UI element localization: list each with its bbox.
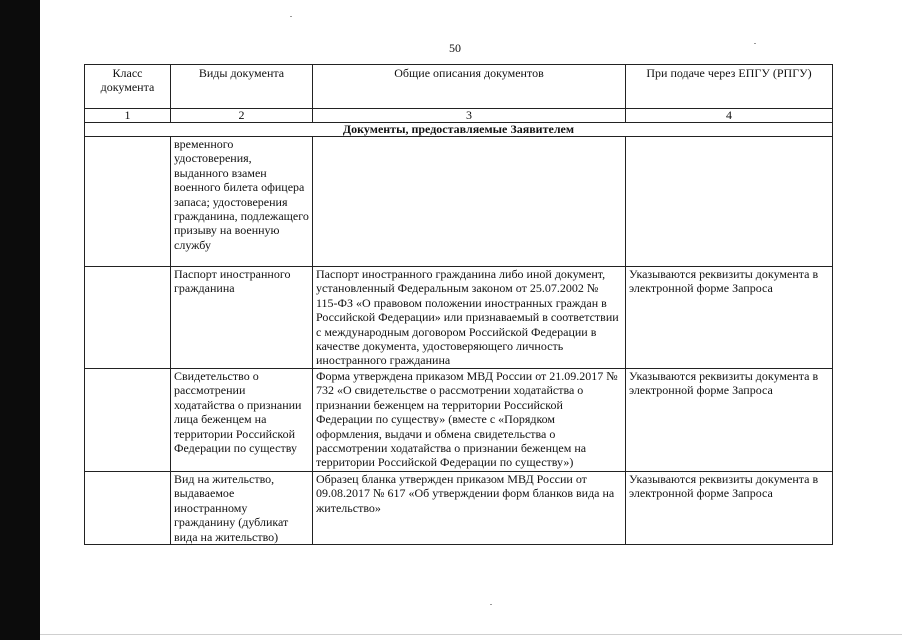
cell-epgu	[626, 137, 833, 267]
section-title: Документы, предоставляемые Заявителем	[85, 123, 833, 137]
cell-class	[85, 472, 171, 545]
column-number-row	[85, 109, 833, 123]
cell-kind: временного удостоверения, выданного взамен военного билета офицера запаса; удостоверения гражданина, подлежащего призыву на военную службу	[171, 137, 313, 267]
column-number: 2	[171, 109, 313, 123]
cell-class	[85, 369, 171, 472]
cell-epgu: Указываются реквизиты документа в электронной форме Запроса	[626, 267, 833, 369]
cell-description: Образец бланка утвержден приказом МВД России от 09.08.2017 № 617 «Об утверждении форм бланков вида на жительство»	[313, 472, 626, 545]
table-row	[85, 369, 833, 472]
cell-kind: Паспорт иностранного гражданина	[171, 267, 313, 369]
cell-class	[85, 267, 171, 369]
scan-speck	[290, 16, 292, 17]
column-number: 4	[626, 109, 833, 123]
column-number: 3	[313, 109, 626, 123]
header-cell-class: Класс документа	[85, 65, 171, 109]
cell-description	[313, 137, 626, 267]
table-header-row	[85, 65, 833, 109]
page-number: 50	[449, 41, 461, 55]
column-number: 1	[85, 109, 171, 123]
header-cell-kind: Виды документа	[171, 65, 313, 109]
header-cell-description: Общие описания документов	[313, 65, 626, 109]
scan-speck	[490, 604, 492, 605]
table-row	[85, 267, 833, 369]
cell-description: Форма утверждена приказом МВД России от 21.09.2017 № 732 «О свидетельстве о рассмотрении ходатайства о признании беженцем на территории Российской Федерации по существу» (вместе с «Порядком оформления, выдачи и обмена свидетельства о рассмотрении ходатайства о признании беженцем на территории Российской Федерации по существу»)	[313, 369, 626, 472]
documents-table	[84, 64, 833, 545]
scan-bottom-edge	[40, 634, 902, 635]
table-row	[85, 137, 833, 267]
table-row	[85, 472, 833, 545]
cell-description: Паспорт иностранного гражданина либо иной документ, установленный Федеральным законом от 25.07.2002 № 115-ФЗ «О правовом положении иностранных граждан в Российской Федерации» или признаваемый в соответствии с международным договором Российской Федерации в качестве документа, удостоверяющего личность иностранного гражданина	[313, 267, 626, 369]
cell-epgu: Указываются реквизиты документа в электронной форме Запроса	[626, 369, 833, 472]
cell-kind: Свидетельство о рассмотрении ходатайства о признании лица беженцем на территории Российской Федерации по существу	[171, 369, 313, 472]
cell-class	[85, 137, 171, 267]
scan-speck	[754, 43, 756, 44]
header-cell-epgu: При подаче через ЕПГУ (РПГУ)	[626, 65, 833, 109]
section-row	[85, 123, 833, 137]
cell-epgu: Указываются реквизиты документа в электронной форме Запроса	[626, 472, 833, 545]
cell-kind: Вид на жительство, выдаваемое иностранному гражданину (дубликат вида на жительство)	[171, 472, 313, 545]
scan-left-edge	[0, 0, 40, 640]
